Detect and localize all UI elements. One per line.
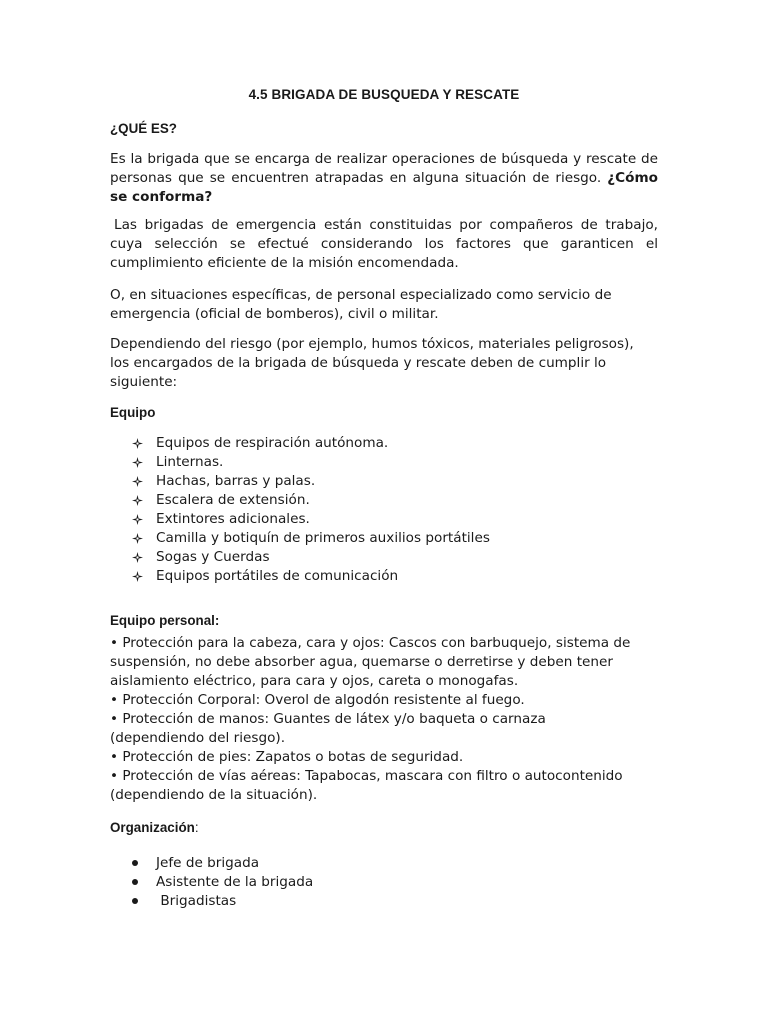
equipo-item [132,472,490,491]
riesgo-paragraph: Dependiendo del riesgo (por ejemplo, humos tóxicos, materiales peligrosos), los encargados de la brigada de búsqueda y rescate deben de cumplir lo siguiente: [110,336,634,390]
equipo-personal-line: • Protección de vías aéreas: Tapabocas, mascara con filtro o autocontenido [110,768,623,784]
equipo-item-label: Extintores adicionales. [156,511,310,527]
diamond-bullet-icon [132,514,143,525]
situaciones-paragraph: O, en situaciones específicas, de personal especializado como servicio de emergencia (oficial de bomberos), civil o militar. [110,287,612,322]
conforma-paragraph: Las brigadas de emergencia están constituidas por compañeros de trabajo, cuya selección se efectué considerando los factores que garanticen el cumplimiento eficiente de la misión encomendada. [110,217,658,271]
diamond-bullet-icon [132,457,143,468]
diamond-bullet-icon [132,495,143,506]
diamond-bullet-icon [132,533,143,544]
conforma-heading: ¿Cómo se conforma? [110,170,658,205]
equipo-item [132,548,490,567]
equipo-item [132,529,490,548]
equipo-item-label: Escalera de extensión. [156,492,310,508]
equipo-personal-block [110,634,630,805]
equipo-item [132,453,490,472]
que-es-paragraph [110,150,658,207]
equipo-list [132,434,490,586]
equipo-heading: Equipo [110,405,156,420]
equipo-item [132,491,490,510]
organizacion-item-label: Brigadistas [156,893,237,909]
equipo-item-label: Linternas. [156,454,224,470]
dot-bullet-icon [132,879,138,885]
organizacion-heading-text: Organización [110,820,195,835]
equipo-item-label: Camilla y botiquín de primeros auxilios portátiles [156,530,490,546]
diamond-bullet-icon [132,571,143,582]
organizacion-item [132,873,313,892]
organizacion-list [132,854,313,911]
dot-bullet-icon [132,860,138,866]
equipo-personal-heading: Equipo personal: [110,613,220,628]
equipo-item [132,510,490,529]
organizacion-item-label: Jefe de brigada [156,855,260,871]
organizacion-item [132,892,313,911]
equipo-personal-line: suspensión, no debe absorber agua, quemarse o derretirse y deben tener [110,654,613,670]
diamond-bullet-icon [132,552,143,563]
organizacion-item-label: Asistente de la brigada [156,874,314,890]
diamond-bullet-icon [132,476,143,487]
diamond-bullet-icon [132,438,143,449]
equipo-item-label: Equipos de respiración autónoma. [156,435,389,451]
que-es-text: Es la brigada que se encarga de realizar operaciones de búsqueda y rescate de personas que se encuentren atrapadas en alguna situación de riesgo. [110,151,658,186]
equipo-personal-line: (dependiendo del riesgo). [110,730,286,746]
equipo-personal-line: • Protección Corporal: Overol de algodón resistente al fuego. [110,692,525,708]
dot-bullet-icon [132,898,138,904]
organizacion-heading [110,820,199,835]
organizacion-colon: : [194,820,199,835]
equipo-item-label: Sogas y Cuerdas [156,549,270,565]
equipo-personal-line: • Protección de pies: Zapatos o botas de seguridad. [110,749,464,765]
equipo-item [132,567,490,586]
equipo-personal-line: • Protección de manos: Guantes de látex y/o baqueta o carnaza [110,711,546,727]
equipo-item [132,434,490,453]
equipo-item-label: Equipos portátiles de comunicación [156,568,399,584]
equipo-personal-line: • Protección para la cabeza, cara y ojos: Cascos con barbuquejo, sistema de [110,635,631,651]
document-title: 4.5 BRIGADA DE BUSQUEDA Y RESCATE [248,87,520,102]
equipo-item-label: Hachas, barras y palas. [156,473,316,489]
equipo-personal-line: aislamiento eléctrico, para cara y ojos, careta o monogafas. [110,673,519,689]
organizacion-item [132,854,313,873]
que-es-heading: ¿QUÉ ES? [110,121,177,136]
equipo-personal-line: (dependiendo de la situación). [110,787,318,803]
